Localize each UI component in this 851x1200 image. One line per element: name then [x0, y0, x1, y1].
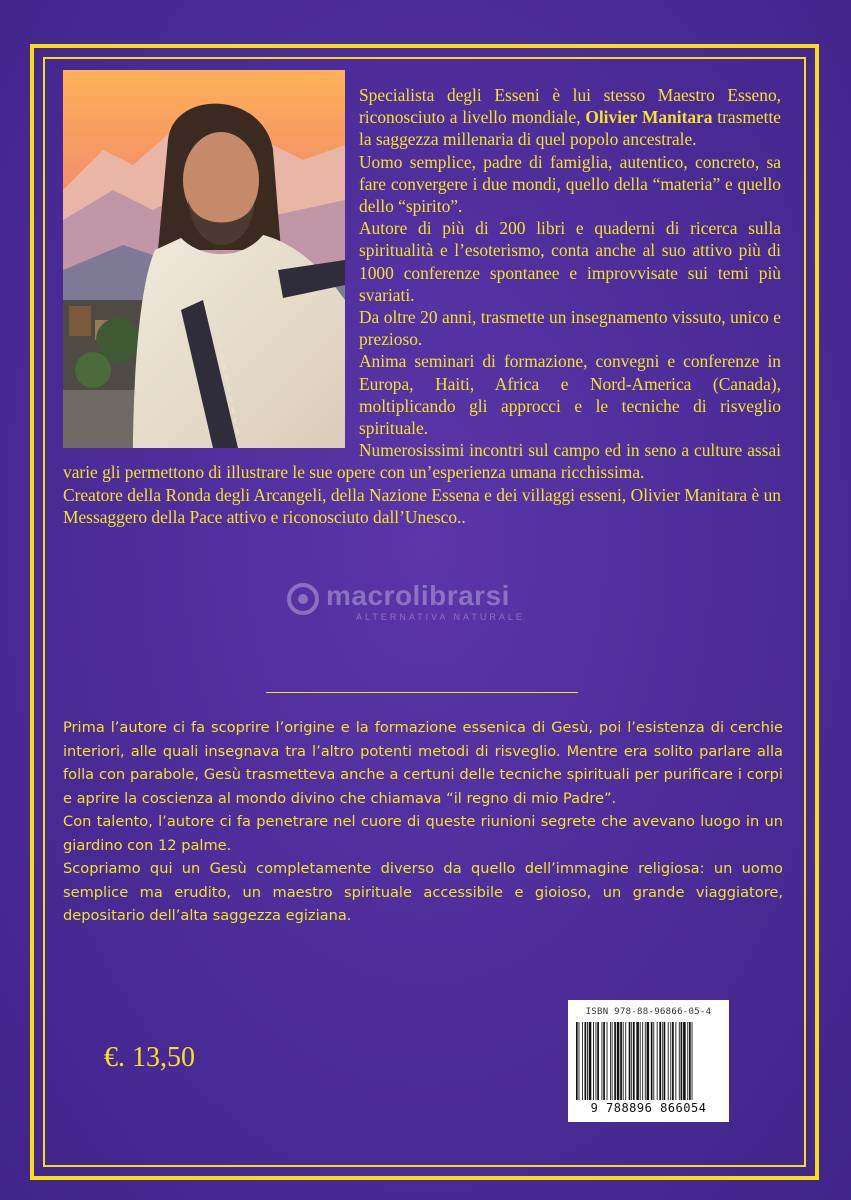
bio-text: trasmette la saggezza millenaria di quel popolo ancestrale. — [359, 107, 781, 150]
book-synopsis — [63, 716, 783, 928]
bio-paragraph-6: Numerosissimi incontri sul campo ed in seno a culture assai varie gli permettono di illustrare le sue opere con un’esperienza umana ricchissima. — [63, 440, 781, 483]
bio-text: Specialista degli Esseni è lui stesso Maestro Esseno, riconosciuto a livello mondiale, — [359, 85, 781, 128]
price-label: €. 13,50 — [104, 1042, 195, 1073]
photo-text-wrap-spacer — [63, 84, 359, 458]
synopsis-paragraph-2: Con talento, l’autore ci fa penetrare nel cuore di queste riunioni segrete che avevano luogo in un giardino con 12 palme. — [63, 813, 783, 854]
isbn-label: ISBN 978-88-96866-05-4 — [585, 1007, 712, 1017]
watermark-tagline: ALTERNATIVA NATURALE — [356, 612, 525, 622]
bio-paragraph-4: Da oltre 20 anni, trasmette un insegnamento vissuto, unico e prezioso. — [359, 307, 781, 350]
bio-paragraph-2: Uomo semplice, padre di famiglia, autentico, concreto, sa fare convergere i due mondi, quello della “materia” e quello dello “spirito”. — [359, 151, 781, 217]
author-biography — [63, 84, 781, 528]
barcode-bars-icon — [574, 1022, 723, 1102]
isbn-barcode — [568, 1000, 729, 1122]
section-divider — [266, 692, 578, 693]
bio-paragraph-7: Creatore della Ronda degli Arcangeli, della Nazione Essena e dei villaggi esseni, Olivier Manitara è un Messaggero della Pace attivo e riconosciuto dall’Unesco.. — [63, 484, 781, 527]
watermark-brand: macrolibrarsi — [326, 580, 510, 611]
synopsis-paragraph-1: Prima l’autore ci fa scoprire l’origine e la formazione essenica di Gesù, poi l’esistenza di cerchie interiori, alle quali insegnava tra l’altro potenti metodi di risveglio. Mentre era solito parlare alla folla con parabole, Gesù trasmetteva anche a certuni delle tecniche spirituali per purificare i corpi e aprire la coscienza al mondo divino che chiamava “il regno di mio Padre”. — [63, 719, 783, 807]
bio-paragraph-5: Anima seminari di formazione, convegni e conferenze in Europa, Haiti, Africa e Nord-America (Canada), moltiplicando gli approcci e le tecniche di risveglio spirituale. — [359, 351, 781, 439]
author-name: Olivier Manitara — [585, 107, 713, 128]
ean-digits: 9 788896 866054 — [590, 1101, 707, 1115]
synopsis-paragraph-3: Scopriamo qui un Gesù completamente diverso da quello dell’immagine religiosa: un uomo semplice ma erudito, un maestro spirituale accessibile e gioioso, un grande viaggiatore, depositario dell’alta saggezza egiziana. — [63, 860, 783, 924]
bio-paragraph-3: Autore di più di 200 libri e quaderni di ricerca sulla spiritualità e l’esoterismo, conta anche al suo attivo più di 1000 conferenze spontanee e improvvisate sui temi più svariati. — [359, 218, 781, 305]
